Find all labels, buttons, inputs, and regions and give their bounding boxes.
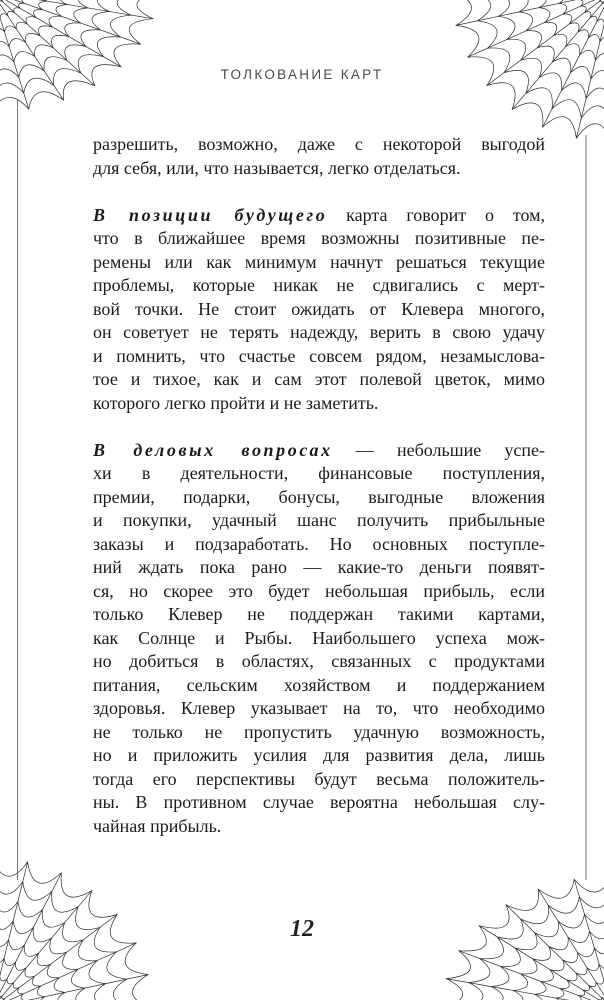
text-line: тое и тихое, как и сам этот полевой цветок, мимо <box>93 369 545 389</box>
text-line: заказы и подзаработать. Но основных поступле- <box>93 533 545 554</box>
text-line <box>93 439 545 463</box>
text-line: как Солнце и Рыбы. Наибольшего успеха мож- <box>93 627 545 648</box>
paragraph-lead: В деловых вопросах <box>93 439 333 460</box>
cobweb-ring-thread <box>0 0 48 33</box>
text-line: разрешить, возможно, даже с некоторой выгодой <box>93 134 545 154</box>
text-line: вой точки. Не стоит ожидать от Клевера многого, <box>93 298 545 319</box>
cobweb-ring-thread <box>0 0 157 112</box>
cobweb-ring-thread <box>0 975 27 1000</box>
page-number: 12 <box>290 916 314 942</box>
paragraph-lead: В позиции будущего <box>93 204 328 225</box>
text-line: здоровья. Клевер указывает на то, что необходимо <box>93 698 545 718</box>
cobweb-ring-thread <box>474 0 604 122</box>
cobweb-ring-thread <box>0 938 67 1000</box>
text-line: ний ждать пока рано — какие-то деньги появят- <box>93 557 545 577</box>
text-line: которого легко пройти и не заметить. <box>93 392 379 413</box>
paragraph <box>93 439 545 839</box>
cobweb-ring-thread <box>577 0 604 25</box>
cobweb-ring-thread <box>554 963 604 1000</box>
text-line-rest: карта говорит о том, <box>346 204 545 225</box>
text-line: но и приложить усилия для развития дела, лишь <box>93 745 545 765</box>
text-line: но добиться в областях, связанных с продуктами <box>93 651 545 671</box>
cobweb-radial-thread <box>456 0 604 25</box>
cobweb-top-left <box>0 0 157 112</box>
text-line: что в ближайшее время возможны позитивные пе- <box>93 228 545 248</box>
text-line: и помнить, что счастье совсем рядом, незамыслова- <box>93 345 545 366</box>
text-line: только Клевер не поддержан такими картами, <box>93 604 545 624</box>
text-line-rest: — небольшие успе- <box>355 439 545 460</box>
text-line: премии, подарки, бонусы, выгодные вложения <box>93 486 545 507</box>
cobweb-radial-thread <box>0 0 29 109</box>
text-line: питания, сельским хозяйством и поддержанием <box>93 674 545 695</box>
text-line: чайная прибыль. <box>93 815 222 836</box>
text-column <box>93 133 545 838</box>
text-line: ны. В противном случае вероятна небольшая слу- <box>93 792 545 812</box>
paragraph <box>93 133 545 180</box>
text-line: тогда его перспективы будут весьма положитель- <box>93 768 545 789</box>
text-line: проблемы, которые никак не сдвигались с мерт- <box>93 275 545 295</box>
running-header-title: ТОЛКОВАНИЕ КАРТ <box>220 67 384 82</box>
cobweb-ring-thread <box>537 0 604 62</box>
text-line: не только не пропустить удачную возможность, <box>93 721 545 742</box>
paragraph <box>93 204 545 416</box>
text-line: хи в деятельности, финансовые поступления, <box>93 463 545 483</box>
text-line: ся, но скорее это будет небольшая прибыль, если <box>93 580 545 601</box>
text-line: он советует не терять надежду, верить в свою удачу <box>93 322 545 342</box>
text-line: ремены или как минимум начнут решаться текущие <box>93 251 545 272</box>
text-line: для себя, или, что называется, легко отделаться. <box>93 157 461 178</box>
text-line: и покупки, удачный шанс получить прибыльные <box>93 510 545 530</box>
cobweb-radial-thread <box>0 975 148 1000</box>
text-line <box>93 204 545 228</box>
cobweb-ring-thread <box>575 979 604 1000</box>
